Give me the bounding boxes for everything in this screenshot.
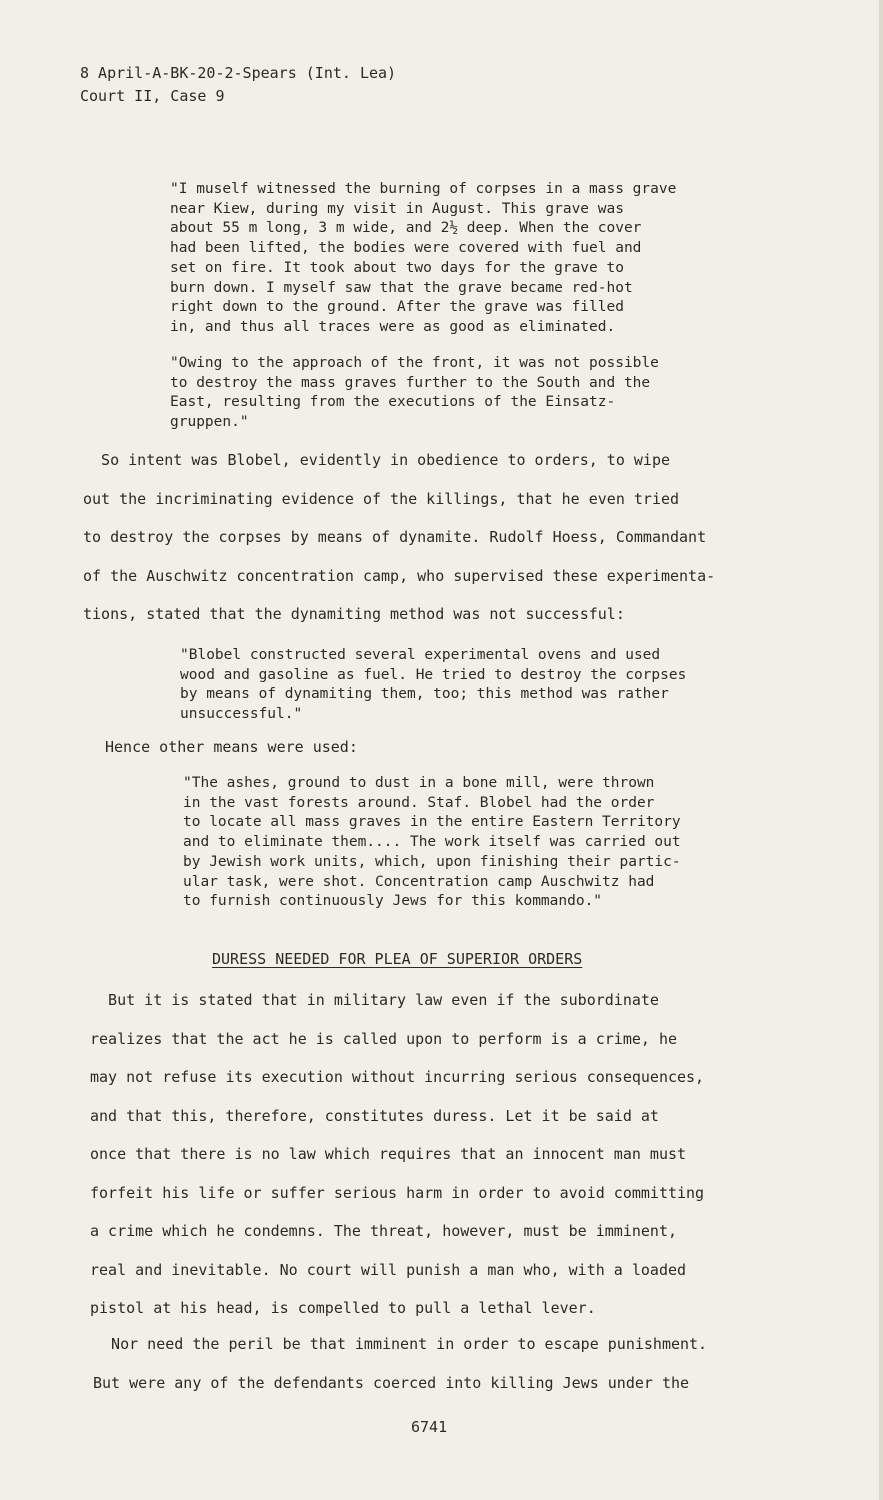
quote-block-2 xyxy=(170,354,659,433)
quote-line: near Kiew, during my visit in August. This grave was xyxy=(170,200,624,217)
paragraph-1 xyxy=(83,441,715,634)
quote-line: to destroy the mass graves further to the South and the xyxy=(170,374,651,391)
body-line: But were any of the defendants coerced into killing Jews under the xyxy=(93,1373,690,1392)
body-line: forfeit his life or suffer serious harm in order to avoid committing xyxy=(90,1183,705,1202)
quote-line: "The ashes, ground to dust in a bone mill, were thrown xyxy=(183,775,655,791)
quote-block-3 xyxy=(180,646,686,725)
quote-line: unsuccessful." xyxy=(180,706,303,723)
quote-line: by means of dynamiting them, too; this method was rather xyxy=(180,686,669,703)
quote-line: ular task, were shot. Concentration camp Auschwitz had xyxy=(183,873,655,890)
quote-line: in the vast forests around. Staf. Blobel had the order xyxy=(183,794,655,811)
quote-line: East, resulting from the executions of the Einsatz- xyxy=(170,394,616,411)
body-line: pistol at his head, is compelled to pull a lethal lever. xyxy=(90,1299,596,1317)
quote-line: in, and thus all traces were as good as eliminated. xyxy=(170,318,616,335)
paragraph-2 xyxy=(90,981,704,1328)
body-line: may not refuse its execution without incurring serious consequences, xyxy=(90,1068,705,1086)
header-line-1: 8 April-A-BK-20-2-Spears (Int. Lea) xyxy=(80,64,397,82)
quote-line: wood and gasoline as fuel. He tried to destroy the corpses xyxy=(180,666,687,683)
quote-line: "Blobel constructed several experimental ovens and used xyxy=(180,647,661,663)
quote-block-4 xyxy=(183,774,681,912)
body-line: to destroy the corpses by means of dynamite. Rudolf Hoess, Commandant xyxy=(83,528,707,546)
hence-line: Hence other means were used: xyxy=(105,738,358,756)
body-line: realizes that the act he is called upon to perform is a crime, he xyxy=(90,1029,677,1048)
body-line: a crime which he condemns. The threat, however, must be imminent, xyxy=(90,1222,677,1240)
quote-line: about 55 m long, 3 m wide, and 2½ deep. When the cover xyxy=(170,220,642,237)
section-heading: DURESS NEEDED FOR PLEA OF SUPERIOR ORDERS xyxy=(212,950,583,968)
body-line: real and inevitable. No court will punish a man who, with a loaded xyxy=(90,1260,687,1279)
body-line: tions, stated that the dynamiting method was not successful: xyxy=(83,605,625,623)
paragraph-3 xyxy=(93,1325,707,1402)
page-edge xyxy=(879,0,883,1500)
quote-block-1 xyxy=(170,180,676,338)
quote-line: "I muself witnessed the burning of corpses in a mass grave xyxy=(170,181,677,197)
quote-line: "Owing to the approach of the front, it was not possible xyxy=(170,355,659,371)
body-line: of the Auschwitz concentration camp, who supervised these experimenta- xyxy=(83,566,716,585)
body-line: Nor need the peril be that imminent in order to escape punishment. xyxy=(93,1335,708,1353)
body-line: So intent was Blobel, evidently in obedience to orders, to wipe xyxy=(83,451,670,469)
body-line: once that there is no law which requires that an innocent man must xyxy=(90,1145,687,1163)
quote-line: to furnish continuously Jews for this kommando." xyxy=(183,893,603,910)
quote-line: set on fire. It took about two days for the grave to xyxy=(170,259,624,276)
body-line: and that this, therefore, constitutes duress. Let it be said at xyxy=(90,1106,659,1125)
body-line: out the incriminating evidence of the killings, that he even tried xyxy=(83,489,680,508)
quote-line: gruppen." xyxy=(170,414,249,431)
quote-line: right down to the ground. After the grave was filled xyxy=(170,299,624,316)
quote-line: had been lifted, the bodies were covered with fuel and xyxy=(170,240,642,257)
quote-line: to locate all mass graves in the entire Eastern Territory xyxy=(183,814,681,831)
header-line-2: Court II, Case 9 xyxy=(80,87,225,105)
quote-line: and to eliminate them.... The work itself was carried out xyxy=(183,834,681,851)
body-line: But it is stated that in military law even if the subordinate xyxy=(90,991,659,1009)
quote-line: burn down. I myself saw that the grave became red-hot xyxy=(170,279,633,296)
page-number: 6741 xyxy=(411,1418,448,1436)
quote-line: by Jewish work units, which, upon finishing their partic- xyxy=(183,853,681,870)
document-header xyxy=(80,62,396,108)
